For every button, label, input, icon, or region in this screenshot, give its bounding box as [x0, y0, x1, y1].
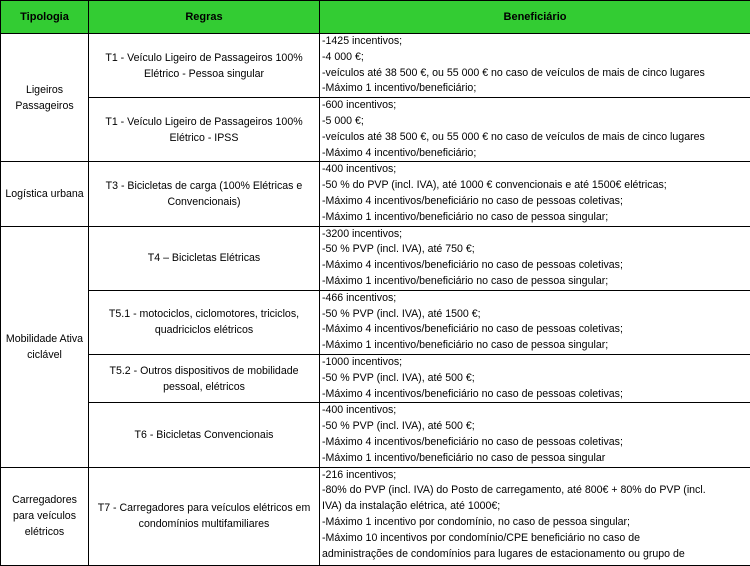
- beneficiario-line: -4 000 €;: [322, 50, 750, 66]
- beneficiario-line: -Máximo 4 incentivos/beneficiário no caso de pessoas coletivas;: [322, 387, 750, 403]
- beneficiario-cell: [320, 226, 750, 290]
- tipologia-cell: Ligeiros Passageiros: [1, 34, 89, 162]
- beneficiario-line: -1425 incentivos;: [322, 34, 750, 50]
- regra-cell: T4 – Bicicletas Elétricas: [89, 226, 320, 290]
- beneficiario-cell: [320, 162, 750, 226]
- regra-cell: T3 - Bicicletas de carga (100% Elétricas e Convencionais): [89, 162, 320, 226]
- beneficiario-line: -Máximo 1 incentivo/beneficiário;: [322, 81, 750, 97]
- beneficiario-line: -Máximo 1 incentivo/beneficiário no caso de pessoa singular: [322, 451, 750, 467]
- beneficiario-line: -400 incentivos;: [322, 162, 750, 178]
- beneficiario-line: -50 % PVP (incl. IVA), até 500 €;: [322, 371, 750, 387]
- beneficiario-line: administrações de condomínios para lugares de estacionamento ou grupo de: [322, 547, 750, 563]
- beneficiario-line: -Máximo 10 incentivos por condomínio/CPE beneficiário no caso de: [322, 531, 750, 547]
- table-body: [1, 34, 750, 566]
- header-beneficiario: Beneficiário: [320, 1, 750, 34]
- beneficiario-line: -50 % do PVP (incl. IVA), até 1000 € convencionais e até 1500€ elétricas;: [322, 178, 750, 194]
- beneficiario-line: -466 incentivos;: [322, 291, 750, 307]
- beneficiario-line: -5 000 €;: [322, 114, 750, 130]
- beneficiario-cell: [320, 98, 750, 162]
- beneficiario-line: -Máximo 4 incentivo/beneficiário;: [322, 146, 750, 162]
- beneficiario-line: -veículos até 38 500 €, ou 55 000 € no caso de veículos de mais de cinco lugares: [322, 66, 750, 82]
- table-row: [1, 98, 750, 162]
- beneficiario-line: -50 % PVP (incl. IVA), até 500 €;: [322, 419, 750, 435]
- regra-cell: T5.1 - motociclos, ciclomotores, triciclos, quadriciclos elétricos: [89, 290, 320, 354]
- beneficiario-line: -216 incentivos;: [322, 468, 750, 484]
- beneficiario-line: -Máximo 1 incentivo por condomínio, no caso de pessoa singular;: [322, 515, 750, 531]
- table-row: [1, 34, 750, 98]
- beneficiario-cell: [320, 290, 750, 354]
- header-row: [1, 1, 750, 34]
- regra-cell: T6 - Bicicletas Convencionais: [89, 403, 320, 467]
- beneficiario-line: -400 incentivos;: [322, 403, 750, 419]
- beneficiario-line: -Máximo 4 incentivos/beneficiário no caso de pessoas coletivas;: [322, 322, 750, 338]
- header-regras: Regras: [89, 1, 320, 34]
- beneficiario-line: -50 % PVP (incl. IVA), até 1500 €;: [322, 307, 750, 323]
- beneficiario-line: -Máximo 1 incentivo/beneficiário no caso de pessoa singular;: [322, 210, 750, 226]
- beneficiario-line: -50 % PVP (incl. IVA), até 750 €;: [322, 242, 750, 258]
- beneficiario-line: -80% do PVP (incl. IVA) do Posto de carregamento, até 800€ + 80% do PVP (incl.: [322, 483, 750, 499]
- regra-cell: T1 - Veículo Ligeiro de Passageiros 100% Elétrico - IPSS: [89, 98, 320, 162]
- table-row: [1, 162, 750, 226]
- table-row: [1, 354, 750, 402]
- beneficiario-line: -600 incentivos;: [322, 98, 750, 114]
- beneficiario-line: -Máximo 4 incentivos/beneficiário no caso de pessoas coletivas;: [322, 435, 750, 451]
- header-tipologia: Tipologia: [1, 1, 89, 34]
- beneficiario-line: -1000 incentivos;: [322, 355, 750, 371]
- beneficiario-line: -Máximo 4 incentivos/beneficiário no caso de pessoas coletivas;: [322, 194, 750, 210]
- table-row: [1, 290, 750, 354]
- tipologia-cell: Carregadores para veículos elétricos: [1, 467, 89, 565]
- beneficiario-line: -veículos até 38 500 €, ou 55 000 € no caso de veículos de mais de cinco lugares: [322, 130, 750, 146]
- beneficiario-line: -Máximo 1 incentivo/beneficiário no caso de pessoa singular;: [322, 274, 750, 290]
- table-row: [1, 467, 750, 565]
- beneficiario-cell: [320, 34, 750, 98]
- tipologia-cell: Logística urbana: [1, 162, 89, 226]
- beneficiario-line: -Máximo 1 incentivo/beneficiário no caso de pessoa singular;: [322, 338, 750, 354]
- table-row: [1, 403, 750, 467]
- beneficiario-line: IVA) da instalação elétrica, até 1000€;: [322, 499, 750, 515]
- beneficiario-cell: [320, 403, 750, 467]
- beneficiario-cell: [320, 467, 750, 565]
- tipologia-cell: Mobilidade Ativa ciclável: [1, 226, 89, 467]
- regra-cell: T1 - Veículo Ligeiro de Passageiros 100% Elétrico - Pessoa singular: [89, 34, 320, 98]
- beneficiario-line: -Máximo 4 incentivos/beneficiário no caso de pessoas coletivas;: [322, 258, 750, 274]
- table-row: [1, 226, 750, 290]
- regra-cell: T7 - Carregadores para veículos elétricos em condomínios multifamiliares: [89, 467, 320, 565]
- beneficiario-cell: [320, 354, 750, 402]
- beneficiario-line: -3200 incentivos;: [322, 227, 750, 243]
- regra-cell: T5.2 - Outros dispositivos de mobilidade pessoal, elétricos: [89, 354, 320, 402]
